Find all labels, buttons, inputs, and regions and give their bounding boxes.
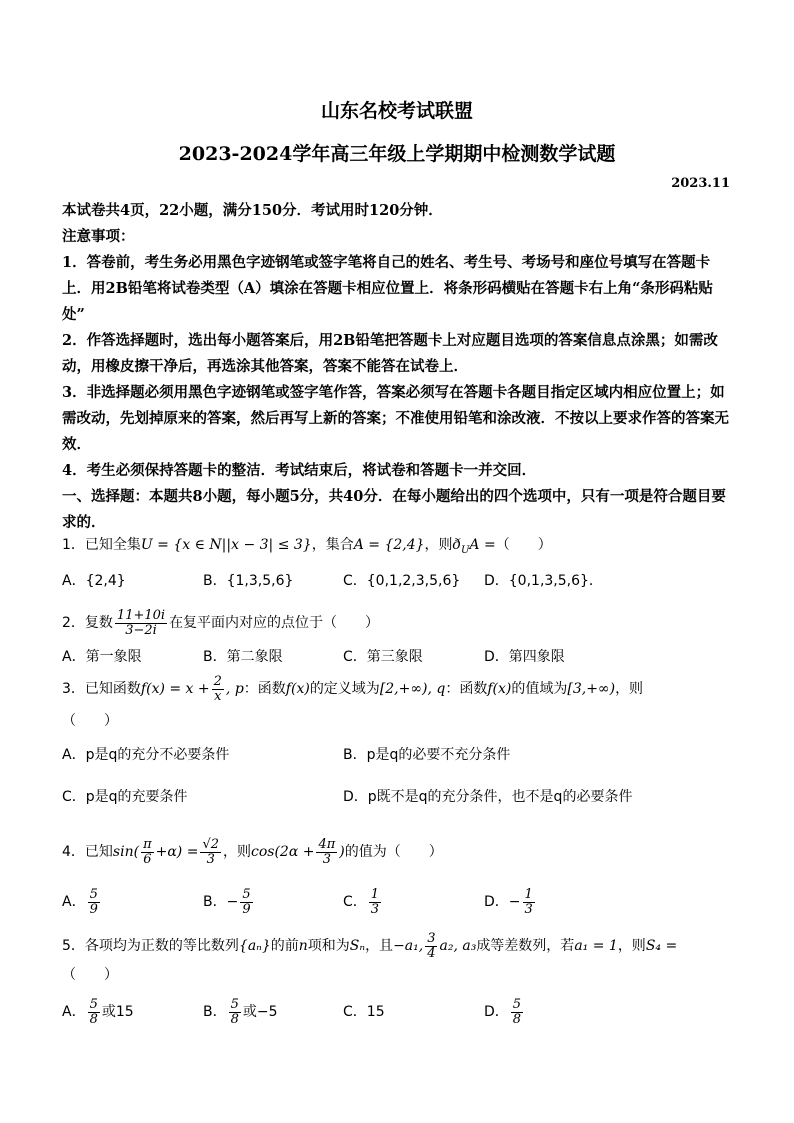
- q3-fraction-denominator: x: [214, 688, 222, 704]
- q4-option-a-label: A．: [62, 894, 86, 910]
- q5-option-a: [62, 992, 134, 1032]
- q5-option-a-fraction: [88, 998, 100, 1027]
- q4-fraction-1-numerator: π: [143, 836, 152, 852]
- q3-math-domain: [2,+∞), q: [379, 681, 446, 697]
- q3-math-range: [3,+∞): [567, 681, 616, 697]
- q5-option-b-tail: 或−5: [242, 1004, 278, 1020]
- q5-option-c: [343, 992, 385, 1032]
- q5-math-s4: S₄ =: [645, 938, 678, 954]
- q2-option-c: C．第三象限: [343, 649, 423, 665]
- q3-option-d: D．p既不是q的充分条件，也不是q的必要条件: [343, 789, 633, 805]
- q5-option-a-label: A．: [62, 1004, 86, 1020]
- q1-math-complement: ð: [452, 537, 461, 553]
- exam-subtitle: 2023-2024学年高三年级上学期期中检测数学试题: [178, 143, 616, 165]
- q4-option-a-fraction: [88, 888, 100, 917]
- q4-option-d: [484, 882, 537, 922]
- q3-text-b: ：函数: [243, 681, 286, 697]
- q2-fraction-denominator: 3−2i: [125, 622, 157, 638]
- q4-option-b-denominator: 9: [242, 901, 251, 917]
- q2-option-d: D．第四象限: [484, 649, 565, 665]
- q5-math-sn: Sₙ: [349, 938, 366, 954]
- q4-fraction-2-denominator: 3: [206, 851, 215, 867]
- question-5: [62, 928, 742, 964]
- q5-option-c-tail: 15: [366, 1004, 385, 1020]
- q2-option-a: A．第一象限: [62, 649, 142, 665]
- q4-fraction-2-numerator: √2: [202, 836, 219, 852]
- q5-math-n: n: [298, 938, 308, 954]
- q4-option-d-label: D．: [484, 894, 509, 910]
- q5-text-c: 项和为: [307, 938, 350, 954]
- q3-math-function: f(x) = x +: [140, 681, 210, 697]
- q1-text-b: ，集合: [311, 537, 354, 553]
- note-3: 3．非选择题必须用黑色字迹钢笔或签字笔作答，答案必须写在答题卡各题目指定区域内相应位置上；如需改动，先划掉原来的答案，然后再写上新的答案；不准使用铅笔和涂改液．不按以上要求作答的答案无效．: [62, 384, 729, 453]
- q3-text-f: ，则: [615, 681, 644, 697]
- q4-math-cos: cos(2α +: [251, 844, 315, 860]
- q5-text-e: 成等差数列，若: [476, 938, 575, 954]
- q5-option-c-label: C．: [343, 1004, 367, 1020]
- q4-option-a-numerator: 5: [89, 886, 98, 902]
- q5-option-d-label: D．: [484, 1004, 509, 1020]
- exam-title: 山东名校考试联盟: [320, 100, 473, 122]
- note-1: 1．答卷前，考生务必用黑色字迹钢笔或签字笔将自己的姓名、考生号、考场号和座位号填写在答题卡上．用2B铅笔将试卷类型（A）填涂在答题卡相应位置上．将条形码横贴在答题卡右上角“条形码粘贴处”: [62, 254, 713, 323]
- q2-option-b: B．第二象限: [203, 649, 283, 665]
- q5-option-a-tail: 或15: [101, 1004, 134, 1020]
- q3-option-c: C．p是q的充要条件: [62, 789, 188, 805]
- note-4: 4．考生必须保持答题卡的整洁．考试结束后，将试卷和答题卡一并交回．: [62, 462, 537, 479]
- q1-text-a: 1．已知全集: [62, 537, 141, 553]
- q4-option-b: [203, 882, 255, 922]
- q4-math-sin: sin(: [112, 844, 140, 860]
- q5-text-f: ，则: [617, 938, 646, 954]
- q5-text-d: ，且: [365, 938, 394, 954]
- q5-option-b-fraction: [229, 998, 241, 1027]
- q5-option-b: [203, 992, 278, 1032]
- q3-text-d: ：函数: [445, 681, 488, 697]
- q5-option-b-label: B．: [203, 1004, 227, 1020]
- q2-text-a: 2．复数: [62, 615, 113, 631]
- q2-text-b: 在复平面内对应的点位于（ ）: [169, 615, 380, 631]
- q4-fraction-3-numerator: 4π: [318, 836, 336, 852]
- q4-text-a: 4．已知: [62, 844, 113, 860]
- q5-text-b: 的前: [270, 938, 299, 954]
- q2-fraction: [115, 609, 167, 638]
- q3-math-fx-1: f(x): [285, 681, 310, 697]
- q1-answer-paren: （ ）: [495, 537, 552, 553]
- q4-text-c: 的值为（ ）: [344, 844, 443, 860]
- q1-text-c: ，则: [424, 537, 453, 553]
- q3-text-c: 的定义域为: [309, 681, 380, 697]
- q5-fraction-numerator: 3: [427, 930, 436, 946]
- q3-option-a: A．p是q的充分不必要条件: [62, 747, 230, 763]
- q3-text-a: 3．已知函数: [62, 681, 141, 697]
- q4-text-b: ，则: [223, 844, 251, 860]
- q1-math-universal-set: U = {x ∈ N||x − 3| ≤ 3}: [140, 537, 312, 553]
- question-1: 1．已知全集U = {x ∈ N||x − 3| ≤ 3}，集合A = {2,4}，则$ð_UA$ =（ ）: [62, 537, 552, 556]
- q1-option-d: D．{0,1,3,5,6}．: [484, 573, 603, 589]
- q4-option-c-denominator: 3: [370, 901, 380, 917]
- q1-math-complement-a: A =: [469, 537, 496, 553]
- q5-answer-paren: （ ）: [62, 967, 118, 983]
- question-2: [62, 604, 742, 642]
- q4-option-b-sign: −: [226, 894, 239, 910]
- q3-fraction: [212, 675, 224, 704]
- q1-math-set-a: A = {2,4}: [353, 537, 425, 553]
- q4-option-b-numerator: 5: [242, 886, 251, 902]
- q3-option-b: B．p是q的必要不充分条件: [343, 747, 511, 763]
- q4-fraction-3: [316, 838, 337, 867]
- q5-option-a-numerator: 5: [89, 996, 98, 1012]
- q4-option-c-numerator: 1: [370, 886, 380, 902]
- q5-option-a-denominator: 8: [89, 1011, 98, 1027]
- q5-option-b-numerator: 5: [230, 996, 239, 1012]
- q5-option-d-numerator: 5: [512, 996, 522, 1012]
- q5-fraction-denominator: 4: [427, 945, 436, 961]
- q4-option-a-denominator: 9: [89, 901, 98, 917]
- q4-option-d-denominator: 3: [524, 901, 533, 917]
- q5-option-d: [484, 992, 525, 1032]
- q4-option-c-fraction: [369, 888, 381, 917]
- q4-math-alpha-eq: +α) =: [155, 844, 199, 860]
- q1-option-b: B．{1,3,5,6}: [203, 573, 294, 589]
- q2-fraction-numerator: 11+10i: [116, 607, 166, 623]
- q4-fraction-2: [200, 838, 221, 867]
- section-heading: 一、选择题：本题共8小题，每小题5分，共40分．在每小题给出的四个选项中，只有一项是符合题目要求的．: [62, 488, 726, 531]
- q4-option-b-fraction: [240, 888, 252, 917]
- q4-option-d-numerator: 1: [524, 886, 533, 902]
- q5-fraction: [425, 932, 437, 961]
- note-2: 2．作答选择题时，选出每小题答案后，用2B铅笔把答题卡上对应题目选项的答案信息点涂黑；如需改动，用橡皮擦干净后，再选涂其他答案，答案不能答在试卷上．: [62, 332, 718, 375]
- q5-math-sequence: {aₙ}: [238, 938, 271, 954]
- q5-option-d-denominator: 8: [512, 1011, 522, 1027]
- q3-answer-paren: （ ）: [62, 713, 118, 729]
- q4-option-d-fraction: [523, 888, 535, 917]
- q4-option-c-label: C．: [343, 894, 367, 910]
- q4-option-c: [343, 882, 383, 922]
- q5-option-b-denominator: 8: [230, 1011, 239, 1027]
- q5-math-a2-a3: a₂, a₃: [439, 938, 477, 954]
- q5-math-neg-a1: −a₁,: [393, 938, 424, 954]
- q3-fraction-numerator: 2: [213, 673, 222, 689]
- q5-text-a: 5．各项均为正数的等比数列: [62, 938, 239, 954]
- q4-math-close: ): [339, 844, 345, 860]
- q4-option-b-label: B．: [203, 894, 227, 910]
- q3-math-p: , p: [225, 681, 244, 697]
- question-3: [62, 671, 742, 707]
- q4-fraction-3-denominator: 3: [322, 851, 332, 867]
- q5-option-d-fraction: [511, 998, 523, 1027]
- q1-option-a: A．{2,4}: [62, 573, 126, 589]
- notes-title: 注意事项：: [62, 228, 135, 245]
- q1-option-c: C．{0,1,2,3,5,6}: [343, 573, 461, 589]
- q4-fraction-1-denominator: 6: [143, 851, 152, 867]
- q4-option-a: [62, 882, 102, 922]
- q4-option-d-sign: −: [508, 894, 521, 910]
- question-4: [62, 832, 742, 872]
- q3-text-e: 的值域为: [511, 681, 568, 697]
- q5-math-a1-eq: a₁ = 1: [574, 938, 618, 954]
- exam-date: 2023.11: [671, 176, 730, 191]
- q4-fraction-1: [141, 838, 154, 867]
- q3-math-fx-2: f(x): [487, 681, 512, 697]
- exam-summary: 本试卷共4页，22小题，满分150分．考试用时120分钟．: [62, 202, 443, 219]
